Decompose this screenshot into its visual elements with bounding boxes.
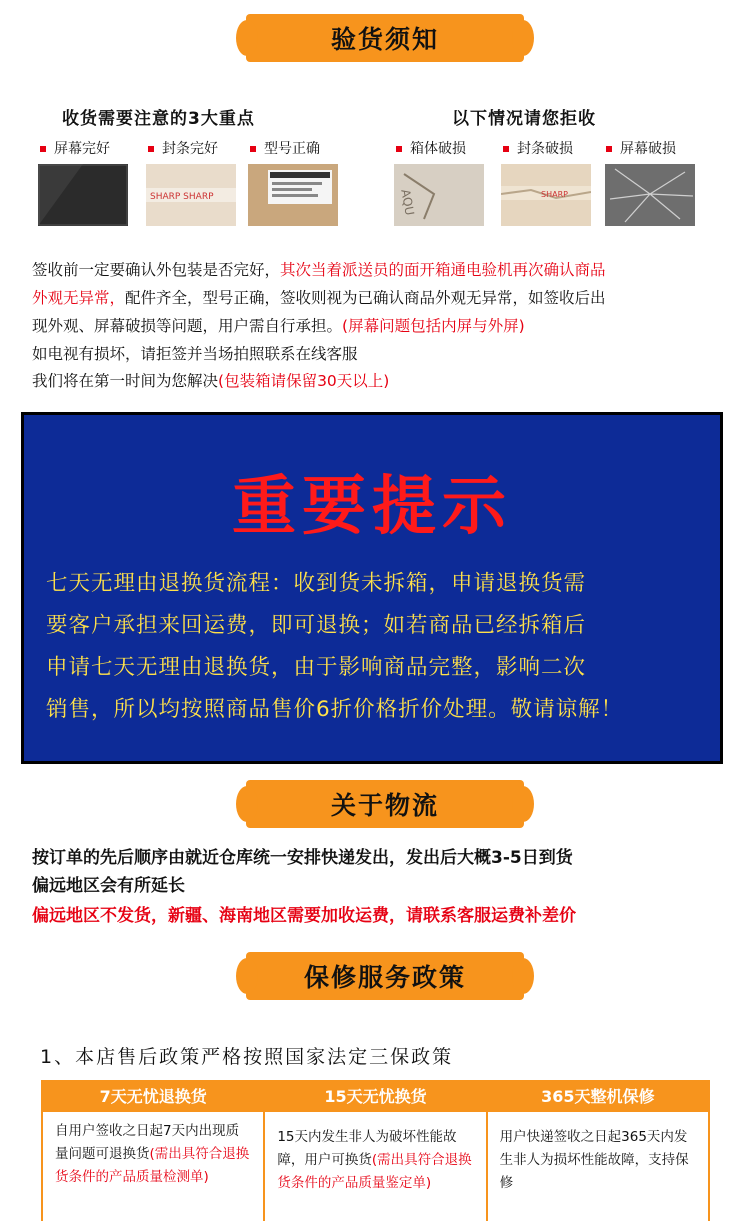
- policy-statement: 1、本店售后政策严格按照国家法定三保政策: [40, 1046, 454, 1068]
- logistics-line-1: 按订单的先后顺序由就近仓库统一安排快递发出，发出后大概3-5日到货: [32, 848, 573, 868]
- logistics-banner: 关于物流: [246, 780, 524, 828]
- bullet-icon: [503, 146, 509, 152]
- seal-intact-photo: [146, 164, 236, 226]
- right-column-title: 以下情况请您拒收: [452, 109, 596, 129]
- bullet-icon: [250, 146, 256, 152]
- check-item-model-ok: 型号正确: [250, 138, 320, 158]
- inspection-paragraph-line-2: 外观无异常，配件齐全，型号正确，签收则视为已确认商品外观无异常，如签收后出: [32, 289, 606, 307]
- check-item-seal-ok: 封条完好: [148, 138, 218, 158]
- bullet-icon: [40, 146, 46, 152]
- svg-text:SHARP: SHARP: [541, 190, 568, 199]
- screen-intact-photo: [38, 164, 128, 226]
- svg-text:AQU: AQU: [398, 188, 417, 217]
- notice-line: 七天无理由退换货流程：收到货未拆箱，申请退换货需: [46, 571, 587, 596]
- column-body: 自用户签收之日起7天内出现质量问题可退换货(需出具符合退换货条件的产品质量检测单): [55, 1123, 250, 1185]
- column-header: 365天整机保修: [488, 1082, 708, 1112]
- box-damaged-photo: [394, 164, 484, 226]
- inspection-paragraph-line-3: 现外观、屏幕破损等问题，用户需自行承担。(屏幕问题包括内屏与外屏): [32, 317, 525, 335]
- logistics-line-2: 偏远地区会有所延长: [32, 876, 185, 896]
- notice-body: [46, 563, 716, 731]
- warranty-column-7day: [43, 1082, 265, 1221]
- notice-line: 要客户承担来回运费，即可退换；如若商品已经拆箱后: [46, 613, 587, 638]
- column-body: 15天内发生非人为破坏性能故障，用户可换货(需出具符合退换货条件的产品质量鉴定单): [277, 1129, 472, 1191]
- inspection-paragraph-line-5: 我们将在第一时间为您解决(包装箱请保留30天以上): [32, 372, 390, 390]
- check-item-screen-ok: 屏幕完好: [40, 138, 110, 158]
- inspection-paragraph-line-4: 如电视有损坏，请拒签并当场拍照联系在线客服: [32, 345, 358, 363]
- model-label-photo: [248, 164, 338, 226]
- warranty-banner: 保修服务政策: [246, 952, 524, 1000]
- warranty-column-15day: [265, 1082, 487, 1221]
- column-header: 15天无忧换货: [265, 1082, 485, 1112]
- svg-text:SHARP SHARP: SHARP SHARP: [150, 192, 214, 202]
- column-body: 用户快递签收之日起365天内发生非人为损坏性能故障，支持保修: [499, 1129, 689, 1191]
- bullet-icon: [396, 146, 402, 152]
- inspection-paragraph-line-1: 签收前一定要确认外包装是否完好，其次当着派送员的面开箱通电验机再次确认商品: [32, 261, 606, 279]
- inspection-banner: 验货须知: [246, 14, 524, 62]
- column-header: 7天无忧退换货: [43, 1082, 263, 1112]
- seal-damaged-photo: [501, 164, 591, 226]
- warranty-table: [41, 1080, 710, 1221]
- screen-damaged-photo: [605, 164, 695, 226]
- notice-title: 重要提示: [232, 470, 512, 544]
- reject-item-box-damaged: 箱体破损: [396, 138, 466, 158]
- reject-item-screen-damaged: 屏幕破损: [606, 138, 676, 158]
- notice-line: 销售，所以均按照商品售价6折价格折价处理。敬请谅解！: [46, 697, 624, 722]
- bullet-icon: [148, 146, 154, 152]
- reject-item-seal-damaged: 封条破损: [503, 138, 573, 158]
- bullet-icon: [606, 146, 612, 152]
- notice-line: 申请七天无理由退换货，由于影响商品完整，影响二次: [46, 655, 587, 680]
- important-notice-box: [21, 412, 723, 764]
- warranty-column-365day: [488, 1082, 708, 1221]
- left-column-title: 收货需要注意的3大重点: [62, 109, 255, 129]
- logistics-line-3: 偏远地区不发货，新疆、海南地区需要加收运费，请联系客服运费补差价: [32, 906, 576, 926]
